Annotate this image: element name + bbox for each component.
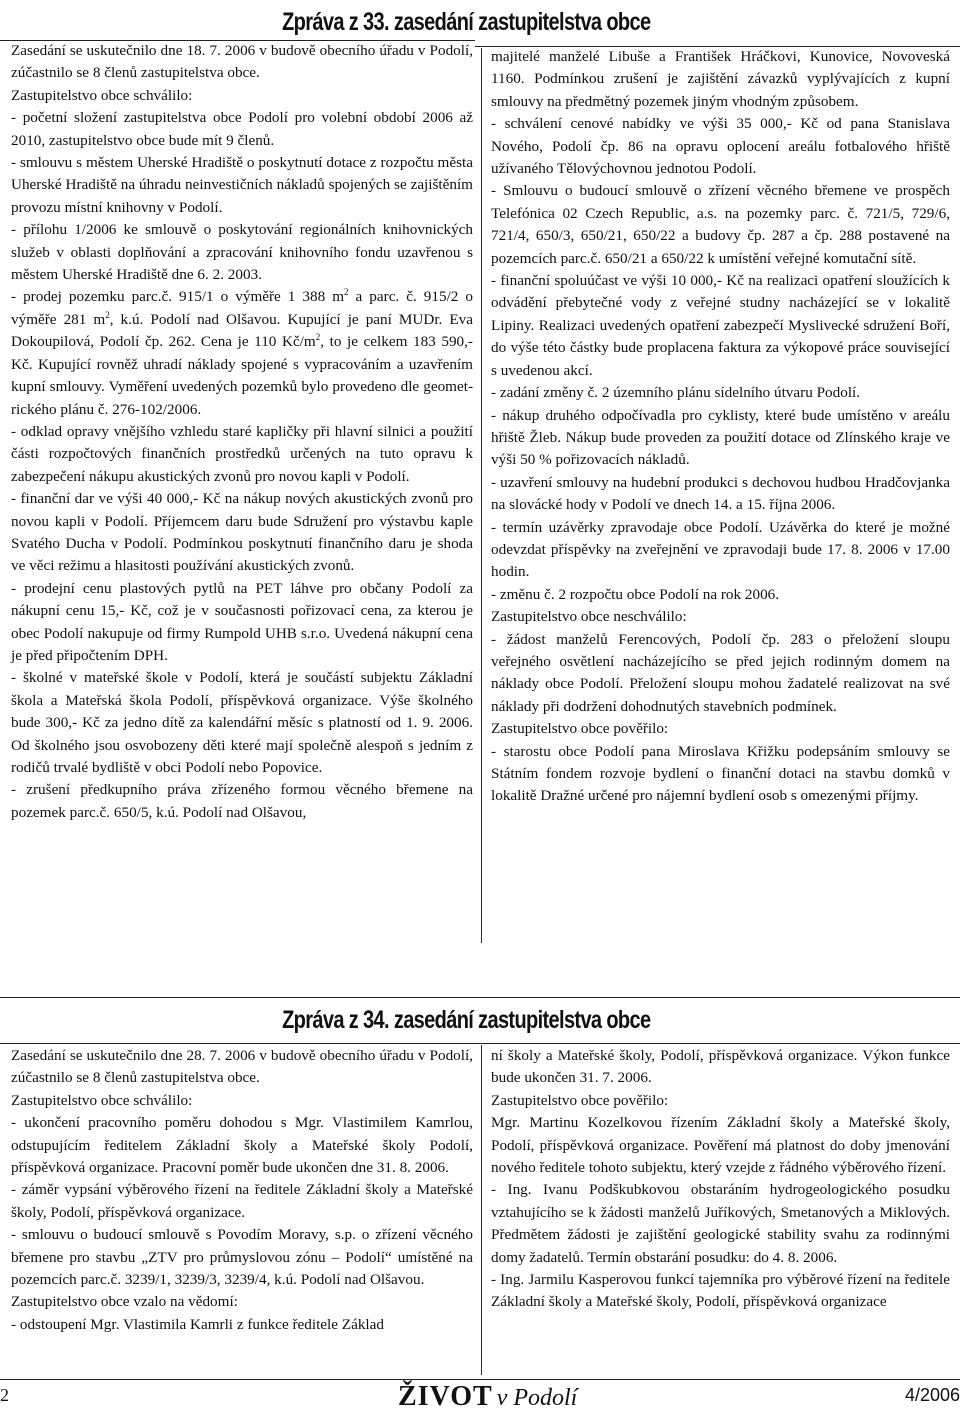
page-number: 2 [0,1385,9,1405]
paragraph: - starostu obce Podolí pana Miroslava Křižku podepsáním smlouvy se Státním fondem rozvoje bydlení o finanční dotaci na stavbu domků v lokalitě Dražné určené pro nájemní bydlení osob s omezenými příjmy. [491,742,950,805]
paragraph: - zadání změny č. 2 územního plánu sídelního útvaru Podolí. [491,384,861,402]
paragraph: Zastupitelstvo obce pověřilo: [491,720,669,738]
logo-main-text: ŽIVOT [398,1381,493,1412]
paragraph: - záměr vypsání výběrového řízení na ředitele Základní školy a Mateřské školy, Podolí, příspěvková organizace. [11,1181,473,1221]
paragraph: Zasedání se uskutečnilo dne 18. 7. 2006 v budově obecního úřadu v Podolí, zúčastnilo se 8 členů zastupitelstva obce. [11,42,473,82]
paragraph: Mgr. Martinu Kozelkovou řízením Základní školy a Mateřské školy, Podolí, příspěvková organizace. Pověření má platnost do doby jmenování nového ředitele tohoto subjektu, který vzejde z řádného výběrového řízení. [491,1114,950,1177]
publication-logo [398,1381,577,1413]
column-divider-34 [481,1045,482,1375]
paragraph: - Ing. Jarmilu Kasperovou funkcí tajemníka pro výběrové řízení na ředitele Základní školy a Mateřské školy, Podolí, příspěvková organizace [491,1271,950,1311]
paragraph: Zastupitelstvo obce vzalo na vědomí: [11,1293,238,1311]
paragraph: - Ing. Ivanu Podškubkovou obstaráním hydrogeologického posudku vztahujícího se k žádosti manželů Juříkových, Smetanových a Miklových. Předmětem žádosti je zajištění geologické stability svahu za rodinnými domy žadatelů. Termín obstarání posudku: do 4. 8. 2006. [491,1181,950,1266]
paragraph: - Smlouvu o budoucí smlouvě o zřízení věcného břemene ve prospěch Telefónica 02 Czech Republic, a.s. na pozemky parc. č. 721/5, 729/6, 721/4, 650/3, 650/21, 650/22 a budovy čp. 287 a čp. 288 postavené na pozemcích parc.č. 650/21 a 650/22 k umístění veřejné komutační sítě. [491,182,950,267]
paragraph: - smlouvu s městem Uherské Hradiště o poskytnutí dotace z rozpočtu města Uherské Hradiště na úhradu neinvestičních nákladů spojených se zajištěním provozu místní knihovny v Podolí. [11,154,473,216]
paragraph: - prodejní cenu plastových pytlů na PET láhve pro občany Podolí za nákupní cenu 15,- Kč, což je v současnosti pořizovací cena, za kterou je obec Podolí nakupuje od firmy Rumpold UHB s.r.o. Uvedená nákupní cena je před připočtením DPH. [11,579,473,664]
paragraph: - přílohu 1/2006 ke smlouvě o poskytování regionálních knihovnických služeb v oblasti doplňování a zpracování knihovního fondu uzavřenou s městem Uherské Hradiště dne 6. 2. 2003. [11,221,473,284]
paragraph: - nákup druhého odpočívadla pro cyklisty, které bude umístěno v areálu hřiště Žleb. Nákup bude proveden za použití dotace od Zlínského kraje ve výši 50 % pořizovacích nákladů. [491,406,950,469]
paragraph: - smlouvu o budoucí smlouvě s Povodím Moravy, s.p. o zřízení věcného břemene pro stavbu „ZTV pro průmyslovou zónu – Podolí“ umístěné na pozemcích parc.č. 3239/1, 3239/3, 3239/4, k.ú. Podolí nad Olšavou. [11,1226,473,1289]
paragraph: - zrušení předkupního práva zřízeného formou věcného břemene na pozemek parc.č. 650/5, k.ú. Podolí nad Olšavou, [11,781,473,821]
section-separator-rule [0,997,960,998]
section-33-title: Zpráva z 33. zasedání zastupitelstva obce [281,8,650,36]
paragraph: - prodej pozemku parc.č. 915/1 o výměře 1 388 $m^2$ a parc. č. 915/2 o výměře 281 $m^2$, k.ú. Podolí nad Olšavou. Kupující je paní MUDr. Eva Dokoupilová, Podolí čp. 262. Cena je 110 $Kč/m^2$, to je celkem 183 590,- Kč. Kupující rovněž uhradí náklady spojené s vypracováním a uzavřením kupní smlouvy. Vyměření uvedených pozemků bylo provedeno dle geometrického plánu č. 276-102/2006. [11,287,473,418]
paragraph: - odstoupení Mgr. Vlastimila Kamrli z funkce ředitele Základ [11,1315,384,1333]
issue-number: 4/2006 [904,1385,960,1405]
paragraph: majitelé manželé Libuše a František Hráčkovi, Kunovice, Novoveská 1160. Podmínkou zrušení je zajištění závazků vyplývajících z kupní smlouvy na předmětný pozemek jiným vhodným způsobem. [491,48,950,110]
paragraph: - odklad opravy vnějšího vzhledu staré kapličky při hlavní silnici a použití části rozpočtových finančních prostředků určených na tuto opravu k zabezpečení nákupu akustických zvonů pro novou kapli v Podolí. [11,422,473,485]
section-34-left-column [11,1045,473,1336]
paragraph: - schválení cenové nabídky ve výši 35 000,- Kč od pana Stanislava Nového, Podolí čp. 86 na opravu oplocení areálu fotbalového hřiště užívaného Tělovýchovnou jednotou Podolí. [491,115,950,178]
paragraph: - finanční dar ve výši 40 000,- Kč na nákup nových akustických zvonů pro novou kapli v Podolí. Příjemcem daru bude Sdružení pro výstavbu kaple Svatého Ducha v Podolí. Podmínkou poskytnutí finančního daru je shoda ve věci režimu a hlasitosti používání akustických zvonů. [11,490,473,575]
paragraph: - školné v mateřské škole v Podolí, která je součástí subjektu Základní škola a Mateřská škola Podolí, příspěvková organizace. Výše školného bude 300,- Kč za jedno dítě za kalendářní měsíc s platností od 1. 9. 2006. Od školného jsou osvobozeny děti které mají společně alespoň s jedním z rodičů trvalé bydliště v obci Podolí nebo Popovice. [11,669,473,776]
column-divider [481,48,482,943]
paragraph: Zastupitelstvo obce pověřilo: [491,1091,669,1109]
paragraph: Zastupitelstvo obce schválilo: [11,86,193,104]
paragraph: Zastupitelstvo obce schválilo: [11,1091,193,1109]
paragraph: - početní složení zastupitelstva obce Podolí pro volební období 2006 až 2010, zastupitelstvo obce bude mít 9 členů. [11,109,473,149]
paragraph: - ukončení pracovního poměru dohodou s Mgr. Vlastimilem Kamrlou, odstupujícím ředitelem Základní školy a Mateřské školy Podolí, příspěvková organizace. Pracovní poměr bude ukončen dne 31. 8. 2006. [11,1114,473,1177]
footer-rule [0,1379,960,1380]
section-33-right-column [491,46,950,808]
logo-sub-text: v Podolí [496,1385,578,1411]
paragraph: - termín uzávěrky zpravodaje obce Podolí. Uzávěrka do které je možné odevzdat příspěvky na zveřejnění ve zpravodaji bude 17. 8. 2006 v 17.00 hodin. [491,518,950,581]
paragraph: - uzavření smlouvy na hudební produkci s dechovou hudbou Hradčovjanka na slovácké hody v Podolí ve dnech 14. a 15. října 2006. [491,473,950,514]
paragraph: - finanční spoluúčast ve výši 10 000,- Kč na realizaci opatření sloužících k odvádění přebytečné vody z veřejné studny nacházející se v lokalitě Lipiny. Realizaci uvedených opatření zabezpečí Myslivecké sdružení Boří, do výše této částky bude proplacena faktura za výkopové práce související s uvedenou akcí. [491,272,950,379]
paragraph: Zasedání se uskutečnilo dne 28. 7. 2006 v budově obecního úřadu v Podolí, zúčastnilo se 8 členů zastupitelstva obce. [11,1047,473,1087]
section-33-left-column [11,40,473,824]
paragraph: ní školy a Mateřské školy, Podolí, příspěvková organizace. Výkon funkce bude ukončen 31. 7. 2006. [491,1047,950,1087]
paragraph: Zastupitelstvo obce neschválilo: [491,608,687,626]
section-34-right-column [491,1045,950,1314]
title-rule-34 [0,1043,960,1044]
paragraph: - změnu č. 2 rozpočtu obce Podolí na rok 2006. [491,585,780,603]
paragraph: - žádost manželů Ferencových, Podolí čp. 283 o přeložení sloupu veřejného osvětlení nacházejícího se před jejich rodinným domem na náklady obce Podolí. Přeložení sloupu mohou žadatelé realizovat na své náklady při dodržení dohodnutých stavebních podmínek. [491,630,950,715]
section-34-title: Zpráva z 34. zasedání zastupitelstva obce [281,1006,650,1034]
